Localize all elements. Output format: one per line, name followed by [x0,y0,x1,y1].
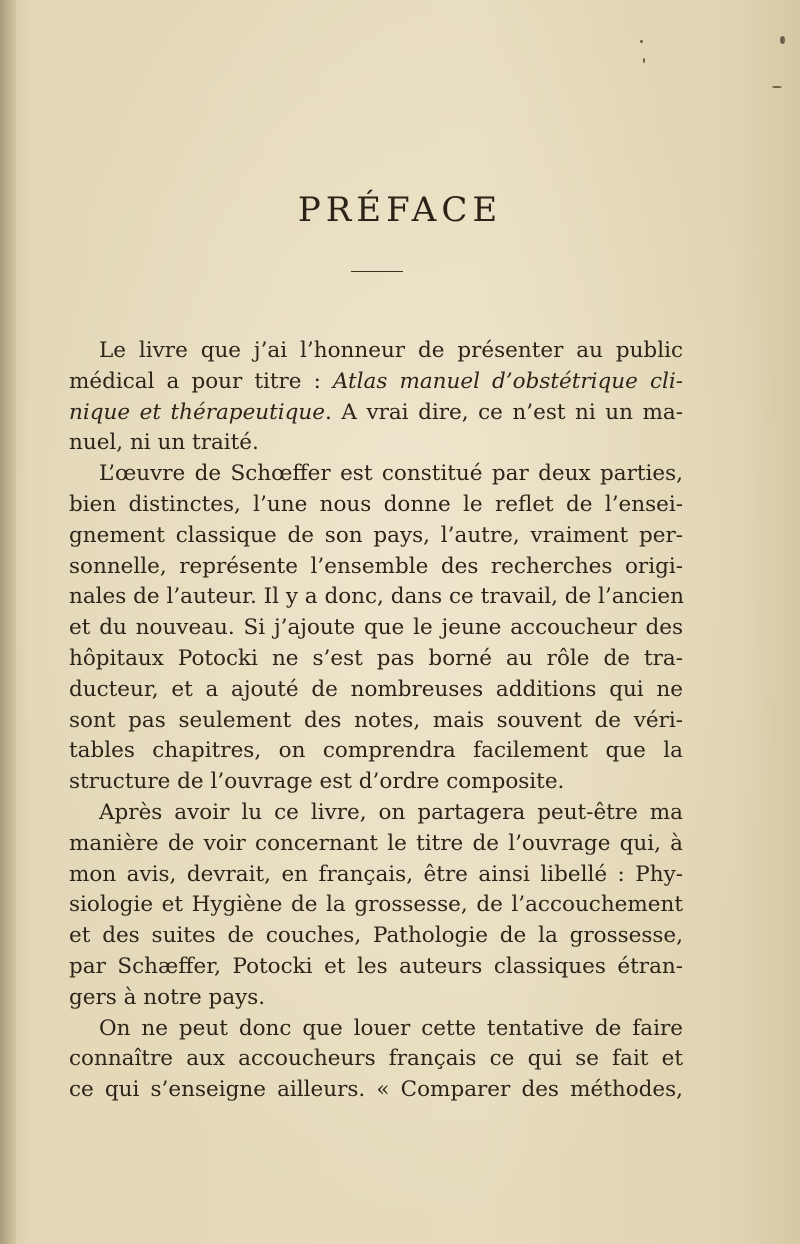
text-line: structure de l’ouvrage est d’ordre composite. [69,769,565,795]
paper-speck [772,86,782,88]
text-line: ce qui s’enseigne ailleurs. « Comparer des méthodes, [69,1077,683,1103]
paper-speck [780,36,785,44]
text-line: sonnelle, représente l’ensemble des recherches origi- [69,553,683,579]
text-line: On ne peut donc que louer cette tentative de faire [99,1015,683,1041]
text-line: ducteur, et a ajouté de nombreuses additions qui ne [69,676,683,702]
page-title: PRÉFACE [297,190,503,230]
text-line: connaître aux accoucheurs français ce qui se fait et [69,1046,683,1072]
text-line: Après avoir lu ce livre, on partagera peut-être ma [99,799,683,825]
text-line: bien distinctes, l’une nous donne le reflet de l’ensei- [69,491,683,517]
text-line: siologie et Hygiène de la grossesse, de l’accouchement [69,892,683,918]
text-line: hôpitaux Potocki ne s’est pas borné au rôle de tra- [69,645,683,671]
book-title-italic: Atlas manuel d’obstétrique cli- [332,368,683,394]
text-line: et du nouveau. Si j’ajoute que le jeune accoucheur des [69,615,683,641]
text-line: mon avis, devrait, en français, être ainsi libellé : Phy- [69,861,683,887]
text-line: gnement classique de son pays, l’autre, vraiment per- [69,522,683,548]
paper-speck [643,58,645,63]
text-line [69,367,683,398]
text-line [69,398,683,429]
text-line: nales de l’auteur. Il y a donc, dans ce travail, de l’ancien [69,584,684,610]
text-segment: . A vrai dire, ce n’est ni un ma- [325,399,684,425]
text-line: Le livre que j’ai l’honneur de présenter au public [99,338,683,363]
text-line: tables chapitres, on comprendra facilement que la [69,738,683,764]
text-line: manière de voir concernant le titre de l’ouvrage qui, à [69,830,683,856]
text-line: sont pas seulement des notes, mais souvent de véri- [69,707,683,733]
preface-text [69,336,683,1106]
text-line: nuel, ni un traité. [69,430,259,456]
text-line: par Schæffer, Potocki et les auteurs classiques étran- [69,953,683,979]
text-line: L’œuvre de Schœffer est constitué par deux parties, [99,461,683,487]
paper-speck [640,40,643,43]
title-divider [351,271,403,272]
text-line: et des suites de couches, Pathologie de la grossesse, [69,923,683,949]
text-line: gers à notre pays. [69,984,266,1010]
book-title-italic: nique et thérapeutique [69,399,325,425]
text-segment: médical a pour titre : [69,368,333,394]
page-binding-edge [0,0,16,1244]
